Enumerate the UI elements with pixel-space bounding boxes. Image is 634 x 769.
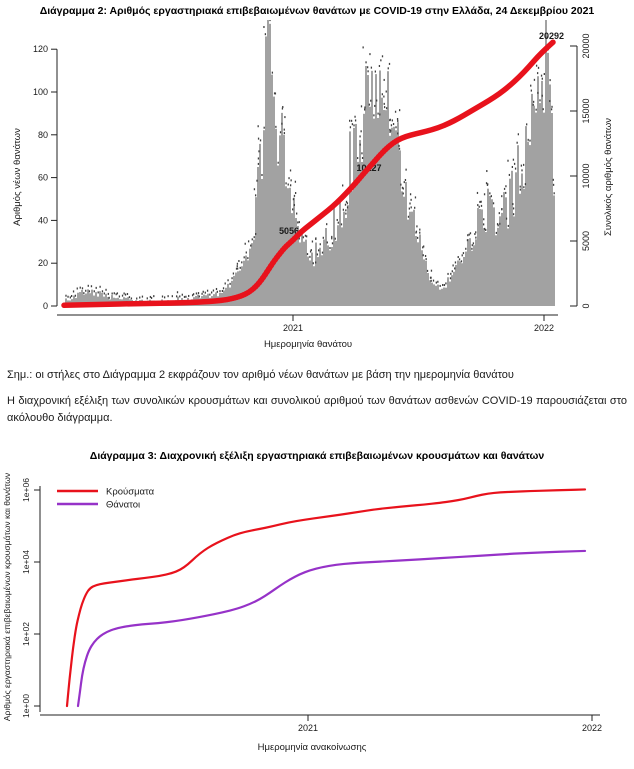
tick-label: 40 (37, 215, 48, 226)
chart2-canvas (0, 20, 634, 360)
daily-deaths-bars (63, 20, 555, 306)
x-axis-title: Ημερομηνία θανάτου (263, 339, 353, 350)
tick-label: 60 (37, 172, 48, 183)
tick-label: 1e+02 (21, 622, 31, 646)
x-axis (57, 315, 558, 333)
annotation-label: 5056 (278, 226, 299, 236)
tick-label: 2022 (581, 723, 603, 733)
tick-label: 2021 (282, 323, 304, 333)
tick-label: 1e+00 (21, 694, 31, 718)
tick-label: 2022 (533, 323, 555, 333)
tick-label: 20000 (581, 33, 591, 59)
legend-label: Θάνατοι (106, 499, 141, 511)
x-axis-title: Ημερομηνία ανακοίνωσης (257, 742, 367, 753)
tick-label: 5000 (581, 230, 591, 252)
tick-label: 0 (42, 301, 48, 311)
x-axis (40, 715, 602, 733)
tick-label: 0 (581, 303, 591, 309)
annotation-label: 10127 (356, 163, 382, 173)
body-paragraph: Η διαχρονική εξέλιξη των συνολικών κρουσμάτων και συνολικού αριθμού των θανάτων ασθενών COVID-19 παρουσιάζεται στο ακόλουθο διάγραμμα. (7, 395, 627, 424)
y-axis-right (570, 33, 591, 308)
y-axis-left-title: Αριθμός νέων θανάτων (12, 128, 23, 226)
y-axis-left (33, 44, 57, 311)
tick-label: 120 (32, 44, 48, 55)
tick-label: 15000 (581, 98, 591, 124)
tick-label: 2021 (297, 723, 319, 733)
chart2-title: Διάγραμμα 2: Αριθμός εργαστηριακά επιβεβαιωμένων θανάτων με COVID-19 στην Ελλάδα, 24 Δεκεμβρίου 2021 (39, 5, 595, 17)
chart3-canvas (0, 462, 634, 762)
chart2-footnote: Σημ.: οι στήλες στο Διάγραμμα 2 εκφράζουν τον αριθμό νέων θανάτων με βάση την ημερομηνία θανάτου (7, 369, 514, 381)
legend (57, 487, 155, 511)
tick-label: 1e+04 (21, 550, 31, 574)
series-line-cases (67, 486, 585, 706)
tick-label: 10000 (581, 163, 591, 189)
y-axis (21, 478, 40, 718)
tick-label: 100 (32, 87, 48, 97)
y-axis-title: Αριθμός εργαστηριακά επιβεβαιωμένων κρουσμάτων και θανάτων (2, 472, 12, 722)
tick-label: 20 (37, 258, 48, 269)
y-axis-right-title: Συνολικός αριθμός θανάτων (603, 118, 614, 236)
series-line-deaths (78, 551, 585, 706)
tick-label: 80 (37, 129, 48, 140)
chart3-title: Διάγραμμα 3: Διαχρονική εξέλιξη εργαστηριακά επιβεβαιωμένων κρουσμάτων και θανάτων (89, 450, 545, 462)
legend-label: Κρούσματα (106, 486, 155, 498)
tick-label: 1e+06 (21, 478, 31, 502)
annotation-label: 20292 (538, 31, 564, 41)
